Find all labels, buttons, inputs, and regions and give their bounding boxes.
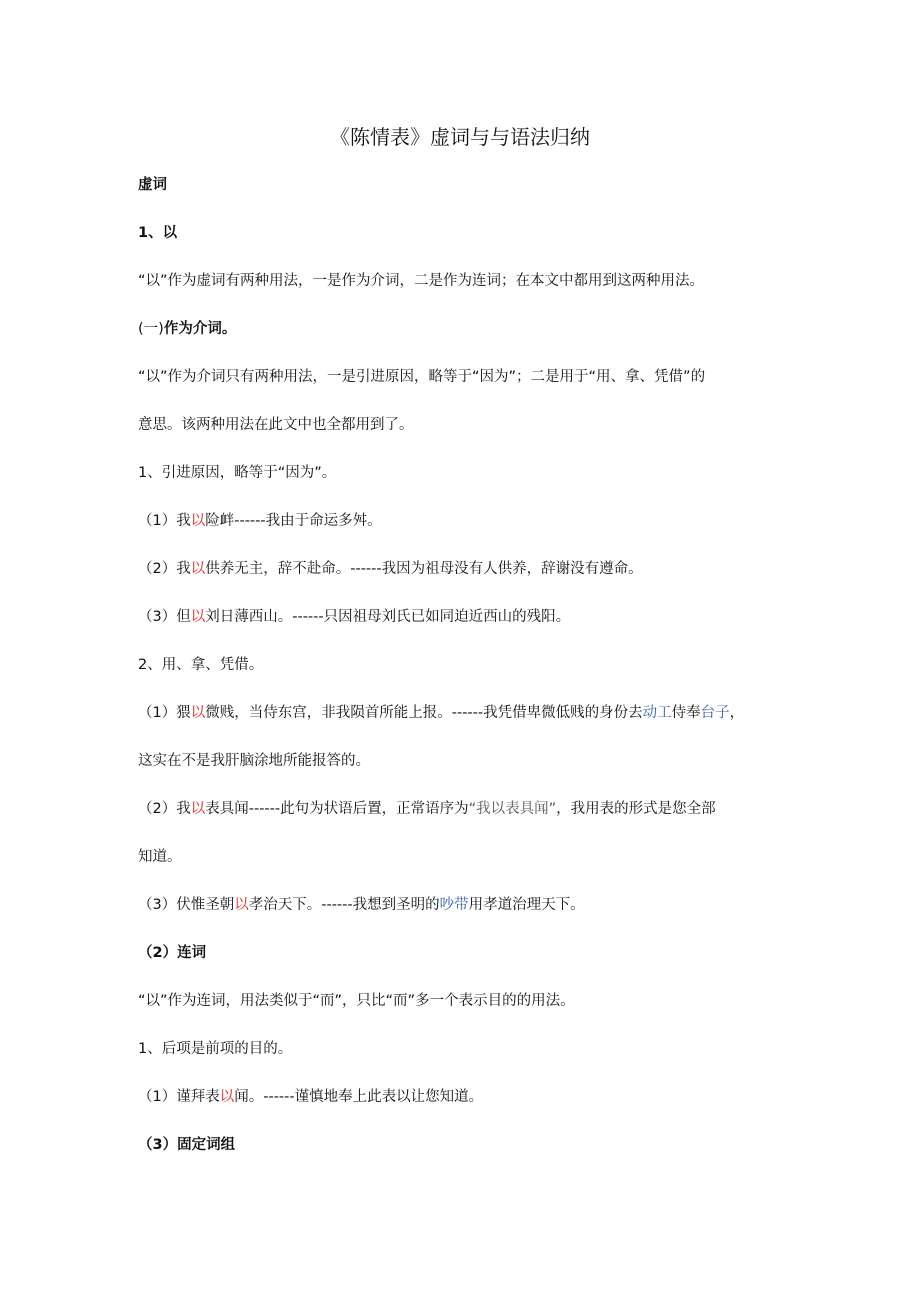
annotation-highlight: 动工 <box>642 705 672 721</box>
example-text: （2）我 <box>138 801 191 817</box>
example-text: 供养无主，辞不赴命。------我因为祖母没有人供养，辞谢没有遵命。 <box>205 561 643 577</box>
usage2-title: 2、用、拿、凭借。 <box>138 657 264 673</box>
conjunction-example-1 <box>138 1086 788 1108</box>
part1-label: 作为介词。 <box>163 321 237 337</box>
keyword-highlight: 以 <box>234 897 249 913</box>
part1-description-line1: “以”作为介词只有两种用法，一是引进原因，略等于“因为”；二是用于“用、拿、凭借”的 <box>138 369 706 385</box>
conjunction-usage1-title: 1、后项是前项的目的。 <box>138 1041 293 1057</box>
subsection-heading: 1、以 <box>138 225 178 241</box>
usage1-title: 1、引进原因，略等于“因为”。 <box>138 465 337 481</box>
part2-heading: （2）连词 <box>138 945 207 961</box>
example-text: ， <box>729 705 745 721</box>
usage2-example-1 <box>138 702 788 724</box>
part1-description-line2: 意思。该两种用法在此文中也全都用到了。 <box>138 417 414 433</box>
example-text: （3）伏惟圣朝 <box>138 897 235 913</box>
example-text: （1）猥 <box>138 705 191 721</box>
example-text: 侍奉 <box>671 705 701 721</box>
example-text: （2）我 <box>138 561 191 577</box>
example-text: 用孝道治理天下。 <box>468 897 585 913</box>
example-text: 微贱，当侍东宫，非我陨首所能上报。------我凭借卑微低贱的身份去 <box>205 705 643 721</box>
annotation-highlight: 台子 <box>700 705 730 721</box>
intro-paragraph: “以”作为虚词有两种用法，一是作为介词，二是作为连词；在本文中都用到这两种用法。 <box>138 273 705 289</box>
part2-description: “以”作为连词，用法类似于“而”，只比“而”多一个表示目的的用法。 <box>138 993 575 1009</box>
usage2-example-2-continued: 知道。 <box>138 849 182 865</box>
usage1-example-3 <box>138 606 788 628</box>
section-heading: 虚词 <box>138 177 167 193</box>
example-text: 闻。------谨慎地奉上此表以让您知道。 <box>234 1089 484 1105</box>
usage1-example-1 <box>138 510 788 532</box>
annotation-highlight: 吵带 <box>439 897 469 913</box>
keyword-highlight: 以 <box>190 801 206 817</box>
part3-heading: （3）固定词组 <box>138 1137 236 1153</box>
keyword-highlight: 以 <box>190 561 206 577</box>
usage1-example-2 <box>138 558 788 580</box>
part1-heading <box>138 318 788 340</box>
keyword-highlight: 以 <box>190 705 206 721</box>
usage2-example-1-continued: 这实在不是我肝脑涂地所能报答的。 <box>138 753 370 769</box>
example-text: 险衅------我由于命运多舛。 <box>205 513 382 529</box>
example-text: 刘日薄西山。------只因祖母刘氏已如同迫近西山的残阳。 <box>205 609 571 625</box>
example-text: 孝治天下。------我想到圣明的 <box>248 897 440 913</box>
keyword-highlight: 以 <box>190 513 206 529</box>
document-title: 《陈情表》虚词与与语法归纳 <box>330 125 590 149</box>
usage2-example-3 <box>138 894 788 916</box>
part1-prefix: (一) <box>138 321 164 337</box>
quoted-phrase: “我以表具闻” <box>468 801 557 817</box>
example-text: （1）谨拜表 <box>138 1089 220 1105</box>
usage2-example-2 <box>138 798 788 820</box>
keyword-highlight: 以 <box>219 1089 235 1105</box>
keyword-highlight: 以 <box>190 609 206 625</box>
example-text: 表具闻------此句为状语后置，正常语序为 <box>205 801 469 817</box>
example-text: （1）我 <box>138 513 191 529</box>
example-text: ，我用表的形式是您全部 <box>556 801 716 817</box>
example-text: （3）但 <box>138 609 191 625</box>
